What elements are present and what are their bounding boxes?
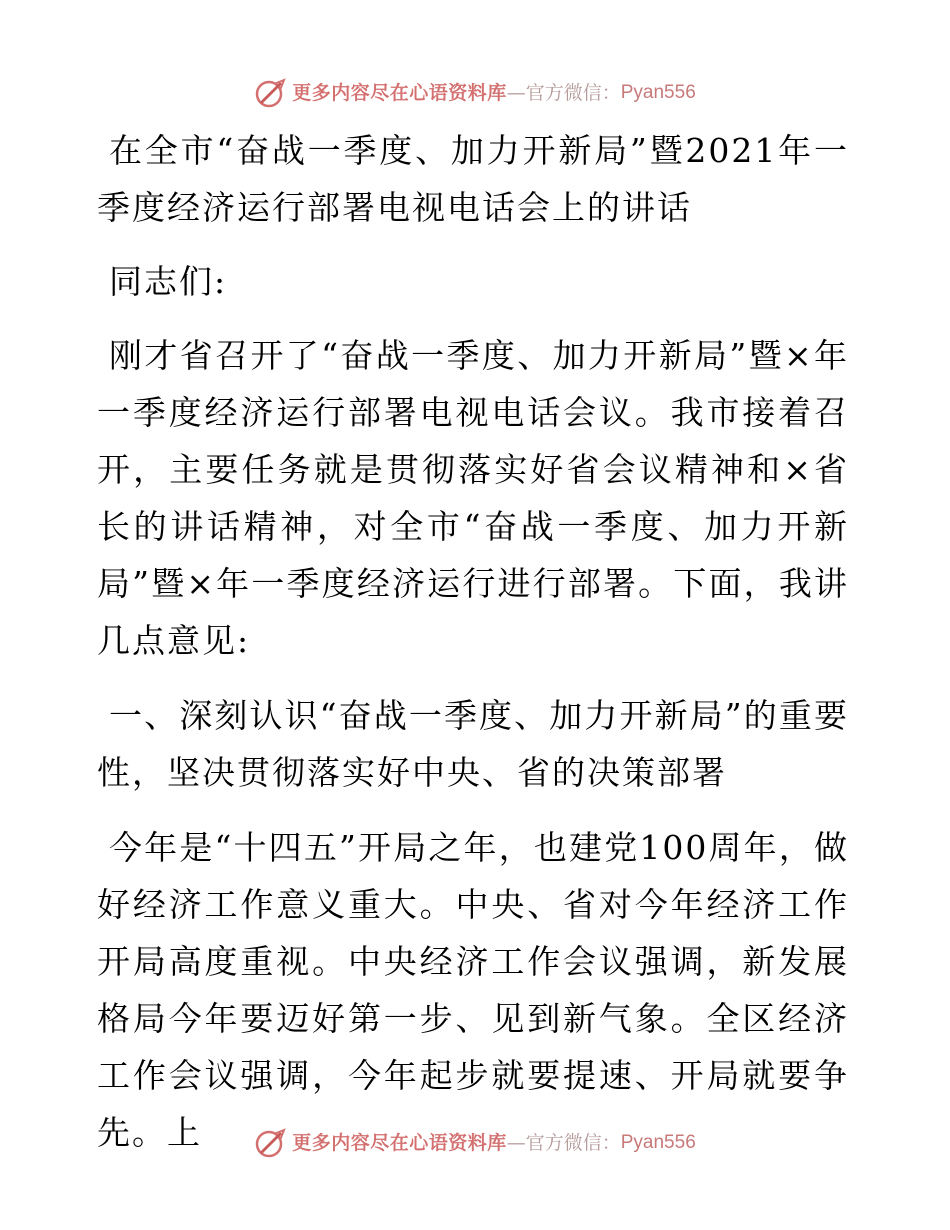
watermark-label: 官方微信：: [525, 1132, 621, 1154]
watermark-main-text: 更多内容尽在心语资料库: [292, 82, 507, 104]
section-heading-1: 一、深刻认识“奋战一季度、加力开新局”的重要性，坚决贯彻落实好中央、省的决策部署: [97, 696, 849, 792]
pen-logo-icon: [254, 1126, 288, 1160]
header-watermark: [0, 76, 950, 110]
document-title: 在全市“奋战一季度、加力开新局”暨2021年一季度经济运行部署电视电话会上的讲话: [97, 131, 849, 227]
watermark-label: 官方微信：: [525, 82, 621, 104]
watermark-main-text: 更多内容尽在心语资料库: [292, 1132, 507, 1154]
intro-paragraph: 刚才省召开了“奋战一季度、加力开新局”暨×年一季度经济运行部署电视电话会议。我市接着召开，主要任务就是贯彻落实好省会议精神和×省长的讲话精神，对全市“奋战一季度、加力开新局”暨×年一季度经济运行进行部署。下面，我讲几点意见:: [97, 336, 849, 660]
footer-watermark: [0, 1126, 950, 1160]
watermark-id: Pyan556: [620, 1132, 696, 1153]
watermark-id: Pyan556: [620, 82, 696, 103]
pen-logo-icon: [254, 76, 288, 110]
watermark-dash: —: [506, 1132, 526, 1154]
document-body: [97, 122, 849, 1161]
watermark-dash: —: [506, 82, 526, 104]
section-body-1: 今年是“十四五”开局之年，也建党100周年，做好经济工作意义重大。中央、省对今年经济工作开局高度重视。中央经济工作会议强调，新发展格局今年要迈好第一步、见到新气象。全区经济工作会议强调，今年起步就要提速、开局就要争先。上: [97, 828, 849, 1152]
greeting: 同志们:: [109, 262, 228, 301]
